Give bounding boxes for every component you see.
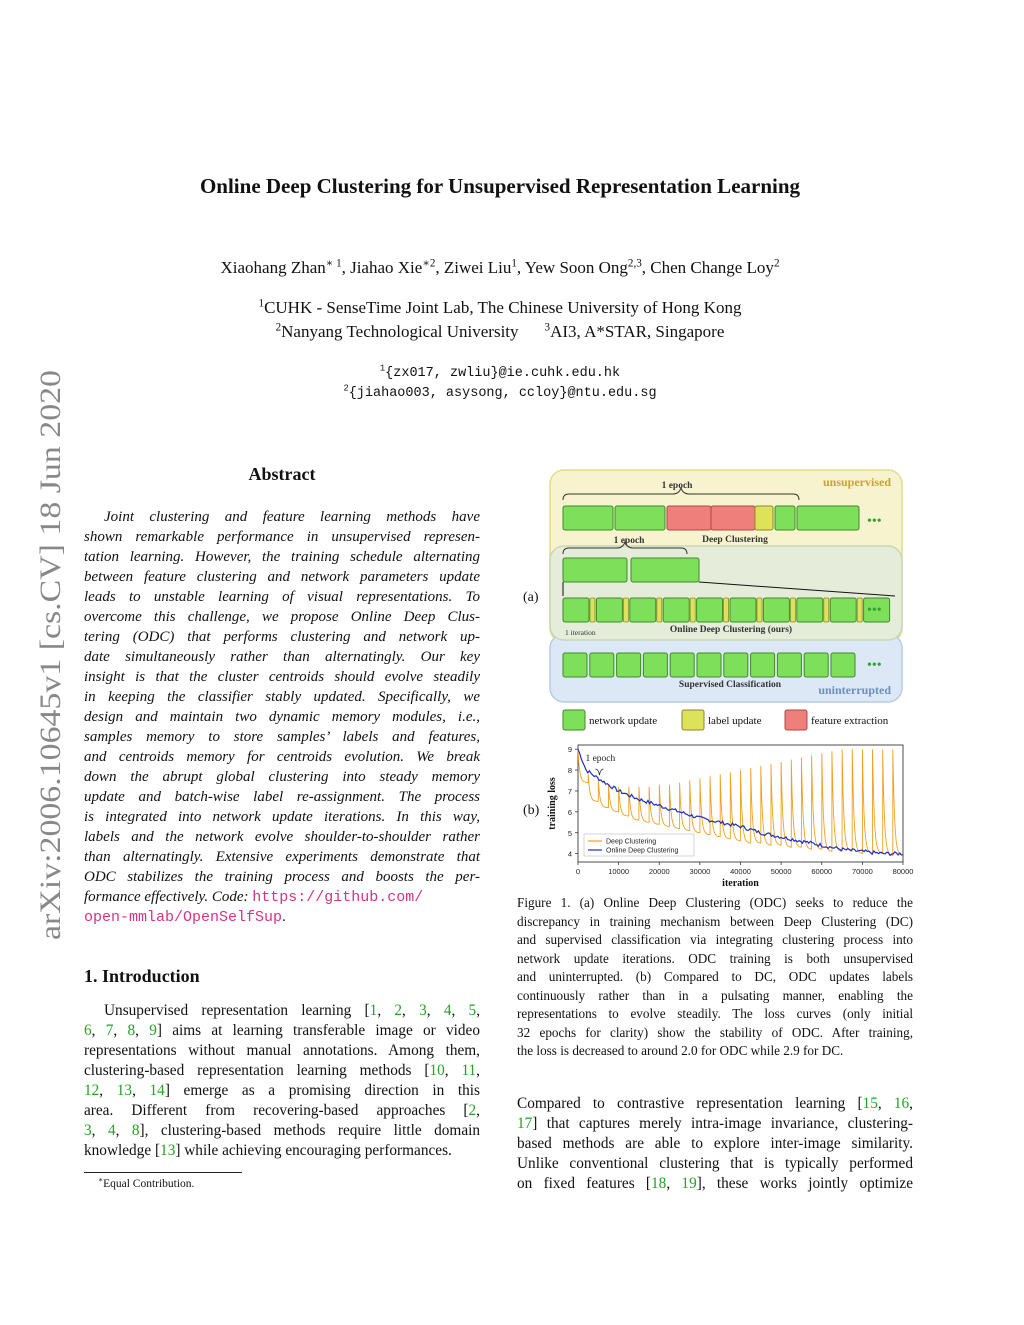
dots-icon: ••• (867, 658, 882, 673)
right-column-body (517, 1094, 913, 1194)
block-green (630, 598, 656, 622)
footnote-text: Equal Contribution. (103, 1178, 195, 1190)
affiliation-mark: 2 (275, 321, 282, 334)
intro-line (84, 1141, 480, 1161)
intro-text: ] emerge as a promising direction in this (164, 1082, 481, 1099)
x-axis-label: iteration (722, 878, 759, 889)
x-tick-label: 60000 (811, 867, 833, 876)
abstract-line (84, 907, 480, 927)
epoch-zoom-block (631, 558, 699, 582)
block-yellow (590, 598, 595, 622)
panel-b-label: (b) (523, 803, 540, 818)
email-1 (0, 363, 1000, 381)
legend-network-swatch (563, 710, 585, 730)
block-yellow (757, 598, 762, 622)
block-green (797, 506, 859, 530)
y-tick-label: 5 (567, 828, 572, 838)
code-link[interactable]: open-mmlab/OpenSelfSup (84, 909, 283, 926)
abstract-line: tering (ODC) that performs clustering and network up- (84, 629, 480, 645)
intro-text: ], clustering-based methods require little domain (139, 1122, 481, 1139)
block-red (711, 506, 755, 530)
abstract-line: down the abrupt global clustering into steady memory (84, 769, 480, 785)
abstract-body (84, 507, 480, 927)
citation-link[interactable]: 3 (84, 1122, 92, 1139)
citation-link[interactable]: 14 (149, 1082, 165, 1099)
intro-text: ] aims at learning transferable image or video (156, 1022, 480, 1039)
x-tick-label: 20000 (648, 867, 670, 876)
citation-link[interactable]: 13 (160, 1142, 176, 1159)
caption-line: discrepancy in training mechanism between Deep Clustering (DC) (517, 913, 913, 929)
caption-line: Figure 1. (a) Online Deep Clustering (ODC) seeks to reduce the (517, 895, 913, 910)
block-red (667, 506, 711, 530)
body-text: ] that captures merely intra-image invariance, clustering- (532, 1115, 913, 1132)
block-green (563, 653, 587, 677)
intro-line: 12, 13, 14] emerge as a promising direction in this (84, 1082, 481, 1099)
author-name: Xiaohang Zhan (220, 258, 326, 277)
abstract-line: leads to unstable learning of visual representations. To (84, 589, 480, 605)
block-yellow (657, 598, 662, 622)
block-green (830, 598, 856, 622)
intro-line: clustering-based representation learning methods [10, 11, (84, 1062, 480, 1079)
paper-title: Online Deep Clustering for Unsupervised Representation Learning (199, 174, 801, 198)
block-green (617, 653, 641, 677)
abstract-line: design and maintain two dynamic memory modules, i.e., (84, 709, 480, 725)
citation-link[interactable]: 1 (369, 1002, 378, 1019)
author-name: , Yew Soon Ong (516, 258, 628, 277)
caption-line: 32 epochs for clarity) show the stability of ODC. After training, (517, 1024, 913, 1040)
intro-text: ] while achieving encouraging performances. (175, 1142, 452, 1159)
legend-network-label: network update (589, 715, 658, 727)
odc-label: Online Deep Clustering (ours) (669, 625, 793, 635)
block-green (724, 653, 748, 677)
affiliation-mark: 1 (258, 297, 265, 310)
abstract-line: in keeping the classifier stably updated. Specifically, we (84, 689, 480, 705)
affiliation-text: CUHK - SenseTime Joint Lab, The Chinese University of Hong Kong (264, 298, 742, 317)
footnote (98, 1175, 195, 1190)
block-green (563, 506, 613, 530)
abstract-line: tation learning. However, the training schedule alternating (84, 549, 480, 565)
abstract-line: date simultaneously rather than alternatingly. Our key (84, 649, 480, 665)
citation-link[interactable]: 3 (419, 1002, 427, 1019)
block-yellow (724, 598, 729, 622)
epoch-annotation: 1 epoch (585, 754, 616, 764)
legend-feature-swatch (785, 710, 807, 730)
sup-label: Supervised Classification (678, 680, 782, 690)
block-green (751, 653, 775, 677)
email-text: {zx017, zwliu}@ie.cuhk.edu.hk (385, 366, 621, 381)
y-tick-label: 4 (567, 849, 572, 859)
block-green (730, 598, 756, 622)
caption-line: network update iterations. ODC training is both unsupervised (517, 950, 913, 966)
dots-icon: ••• (867, 514, 882, 529)
footnote-mark: ∗ (98, 1175, 104, 1185)
odc-row (563, 598, 890, 622)
y-tick-label: 6 (567, 807, 572, 817)
unsupervised-label: unsupervised (822, 475, 891, 489)
author-mark: ∗ 1 (325, 257, 342, 270)
arxiv-identifier-text: arXiv:2006.10645v1 [cs.CV] 18 Jun 2020 (34, 435, 67, 940)
block-green (775, 506, 795, 530)
introduction-heading: 1. Introduction (84, 966, 200, 986)
x-tick-label: 50000 (770, 867, 792, 876)
abstract-text: formance effectively. Code: (84, 889, 253, 905)
abstract-line (84, 887, 480, 907)
block-green (596, 598, 622, 622)
caption-line: continuously rather than in a pulsating manner, enabling the (517, 987, 913, 1003)
citation-link[interactable]: 17 (517, 1115, 533, 1132)
abstract-line: update and batch-wise label re-assignment. The process (84, 789, 480, 805)
author-list (0, 258, 1000, 278)
block-green (663, 598, 689, 622)
legend-entry: Online Deep Clustering (606, 847, 679, 855)
abstract-line: is integrated into network update iterations. In this way, (84, 809, 480, 825)
caption-line: representations to evolve steadily. The loss curves (only initial (517, 1006, 913, 1021)
email-2 (0, 383, 1000, 401)
block-green (777, 653, 801, 677)
citation-link[interactable]: 5 (468, 1002, 477, 1019)
intro-text: area. Different from recovering-based approaches [ (84, 1102, 469, 1119)
affiliation-2-3 (0, 322, 1000, 342)
block-green (763, 598, 789, 622)
legend-label-swatch (682, 710, 704, 730)
abstract-line: Joint clustering and feature learning methods have (104, 509, 480, 525)
author-name: , Jiahao Xie (341, 258, 423, 277)
citation-link[interactable]: 16 (893, 1095, 910, 1112)
author-mark: ∗2 (422, 257, 436, 270)
block-yellow (857, 598, 862, 622)
y-tick-label: 7 (567, 786, 572, 796)
abstract-line: and centroids memory for centroids evolution. We break (84, 749, 480, 765)
body-line: Compared to contrastive representation learning [15, 16, (517, 1095, 913, 1112)
author-name: , Chen Change Loy (641, 258, 774, 277)
intro-line: 6, 7, 8, 9] aims at learning transferable image or video (84, 1022, 480, 1039)
affiliation-text: Nanyang Technological University (281, 322, 519, 341)
x-tick-label: 30000 (689, 867, 711, 876)
citation-link[interactable]: 12 (84, 1082, 100, 1099)
caption-line: and supervised classification via integrating clustering process into (517, 932, 913, 947)
caption-line: the loss is decreased to around 2.0 for ODC while 2.9 for DC. (517, 1043, 844, 1058)
block-green (797, 598, 823, 622)
body-line: based methods are able to explore inter-image similarity. (517, 1135, 913, 1152)
block-yellow (623, 598, 628, 622)
block-yellow (755, 506, 773, 530)
legend-feature-label: feature extraction (811, 715, 889, 727)
figure-caption (517, 894, 913, 1061)
abstract-line: between feature clustering and network parameters update (84, 569, 480, 585)
panel-a-label: (a) (523, 590, 539, 605)
citation-link[interactable]: 6 (84, 1022, 92, 1039)
intro-text: Unsupervised representation learning [ (104, 1002, 370, 1019)
citation-link[interactable]: 4 (443, 1002, 452, 1019)
block-yellow (790, 598, 795, 622)
author-mark: 2 (773, 257, 780, 270)
block-green (643, 653, 667, 677)
x-tick-label: 40000 (730, 867, 751, 876)
y-tick-label: 8 (567, 766, 572, 776)
body-text: Compared to contrastive representation learning [ (517, 1095, 863, 1112)
citation-link[interactable]: 4 (107, 1122, 116, 1139)
block-green (670, 653, 694, 677)
abstract-line: labels and the network evolve shoulder-to-shoulder rather (84, 829, 480, 845)
citation-link[interactable]: 8 (127, 1022, 136, 1039)
body-text: on fixed features [ (517, 1175, 652, 1192)
citation-link[interactable]: 18 (651, 1175, 667, 1192)
epoch-label-top: 1 epoch (661, 481, 693, 491)
caption-line: and uninterrupted. (b) Compared to DC, ODC updates labels (517, 969, 913, 984)
supervised-row (563, 653, 855, 677)
code-link[interactable]: https://github.com/ (252, 889, 424, 906)
abstract-line: than alternatingly. Extensive experiments demonstrate that (84, 849, 480, 865)
block-green (615, 506, 665, 530)
introduction-body (84, 1001, 480, 1161)
loss-chart (547, 745, 913, 889)
abstract-line: samples memory to store samples’ labels and features, (84, 729, 480, 745)
email-mark: 2 (343, 383, 349, 394)
email-text: {jiahao003, asysong, ccloy}@ntu.edu.sg (348, 386, 657, 401)
x-tick-label: 0 (575, 867, 581, 876)
footnote-rule (84, 1172, 242, 1173)
intro-text: clustering-based representation learning methods [ (84, 1062, 430, 1079)
epoch-zoom-block (563, 558, 627, 582)
deep-clustering-row (563, 506, 859, 530)
citation-link[interactable]: 9 (149, 1022, 157, 1039)
x-tick-label: 10000 (608, 867, 630, 876)
intro-line: Unsupervised representation learning [1, 2, 3, 4, 5, (104, 1002, 481, 1019)
citation-link[interactable]: 2 (394, 1002, 403, 1019)
legend-entry: Deep Clustering (606, 838, 657, 846)
arxiv-identifier (26, 365, 70, 945)
intro-line: 3, 4, 8], clustering-based methods require little domain (84, 1122, 481, 1139)
citation-link[interactable]: 19 (681, 1175, 697, 1192)
email-mark: 1 (379, 363, 386, 374)
citation-link[interactable]: 13 (116, 1082, 133, 1099)
iteration-label: 1 iteration (565, 628, 596, 637)
affiliation-text: AI3, A*STAR, Singapore (550, 322, 725, 341)
legend-label-label: label update (708, 715, 762, 727)
block-green (697, 653, 721, 677)
y-tick-label: 9 (567, 745, 572, 755)
intro-text: knowledge [ (84, 1142, 161, 1159)
dots-icon: ••• (867, 603, 882, 618)
intro-line: area. Different from recovering-based approaches [2, (84, 1102, 480, 1119)
block-yellow (824, 598, 829, 622)
affiliation-1 (0, 298, 1000, 318)
citation-link[interactable]: 15 (862, 1095, 878, 1112)
figure-1 (515, 462, 915, 892)
x-tick-label: 70000 (851, 867, 873, 876)
body-line: Unlike conventional clustering that is typically performed (517, 1155, 913, 1172)
abstract-heading: Abstract (248, 464, 316, 484)
author-mark: 2,3 (627, 257, 642, 270)
abstract-line: overcome this challenge, we propose Online Deep Clus- (84, 609, 480, 625)
dc-label: Deep Clustering (702, 535, 768, 545)
intro-line: representations without manual annotations. Among them, (84, 1042, 480, 1059)
body-line (517, 1114, 913, 1134)
uninterrupted-label: uninterrupted (818, 683, 891, 697)
body-text: ], these works jointly optimize (696, 1175, 913, 1192)
block-green (831, 653, 855, 677)
citation-link[interactable]: 2 (468, 1102, 477, 1119)
body-line: on fixed features [18, 19], these works jointly optimize (517, 1175, 913, 1192)
abstract-text: . (282, 909, 286, 925)
block-green (804, 653, 828, 677)
citation-link[interactable]: 7 (105, 1022, 114, 1039)
citation-link[interactable]: 8 (131, 1122, 140, 1139)
block-green (563, 598, 589, 622)
y-axis-label: training loss (547, 777, 558, 830)
abstract-line: insight is that the cluster centroids should evolve steadily (84, 669, 480, 685)
author-mark: 1 (511, 257, 517, 270)
block-green (590, 653, 614, 677)
affiliation-mark: 3 (544, 321, 551, 334)
epoch-label-mid: 1 epoch (613, 536, 645, 546)
citation-link[interactable]: 10 (429, 1062, 445, 1079)
citation-link[interactable]: 11 (461, 1062, 477, 1079)
author-name: , Ziwei Liu (435, 258, 512, 277)
abstract-line: ODC stabilizes the training process and boosts the per- (84, 869, 480, 885)
abstract-line: shown remarkable performance in unsupervised represen- (84, 529, 480, 545)
x-tick-label: 80000 (892, 867, 914, 876)
block-green (697, 598, 723, 622)
block-yellow (690, 598, 695, 622)
